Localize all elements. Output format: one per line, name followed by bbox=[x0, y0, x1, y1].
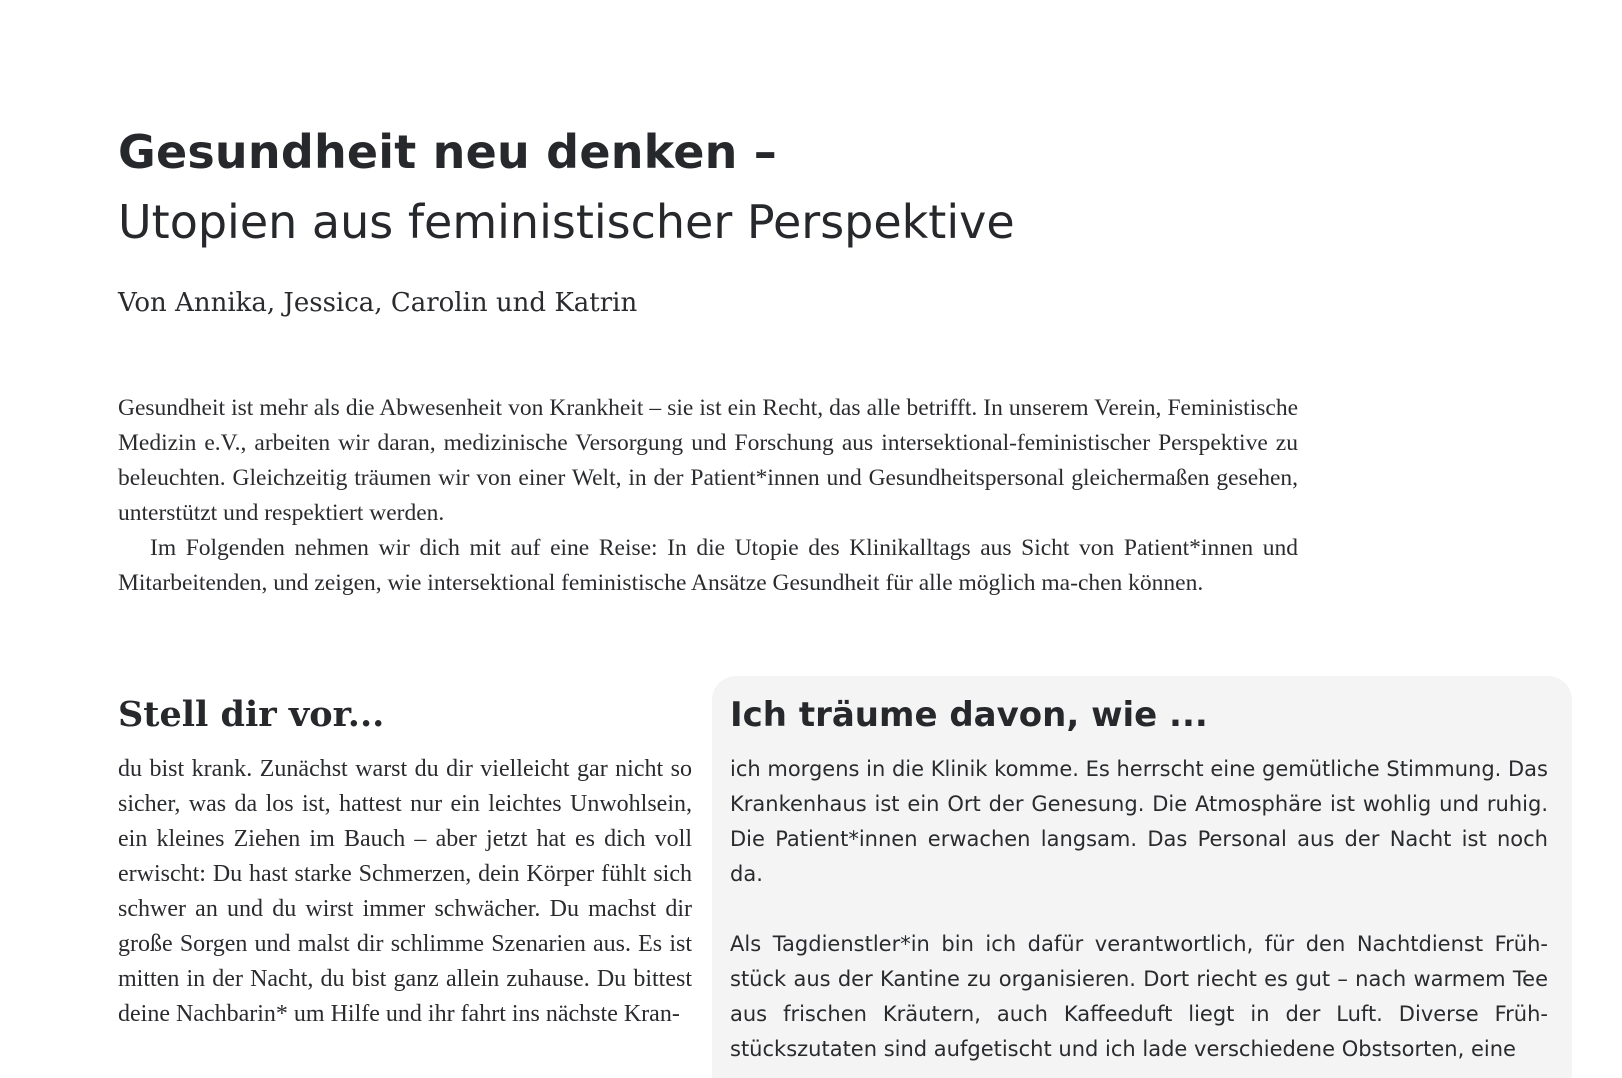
highlight-box-paragraph: ich morgens in die Klinik komme. Es herrscht eine gemütliche Stimmung. Das Krankenhaus ist ein Ort der Genesung. Die Atmosphäre ist wohlig und ruhig. Die Patient*innen erwachen langsam. Das Personal aus der Nacht ist noch da. bbox=[730, 757, 1548, 886]
article-subtitle: Utopien aus feministischer Perspektive bbox=[118, 195, 1015, 249]
article-title: Gesundheit neu denken – bbox=[118, 125, 777, 179]
highlight-box bbox=[712, 676, 1572, 1078]
highlight-box-heading: Ich träume davon, wie ... bbox=[730, 695, 1208, 735]
left-column-heading: Stell dir vor... bbox=[118, 694, 385, 735]
author-byline: Von Annika, Jessica, Carolin und Katrin bbox=[118, 288, 638, 318]
highlight-box-paragraph: Als Tagdienstler*in bin ich dafür verantwortlich, für den Nachtdienst Früh-stück aus der Kantine zu organisieren. Dort riecht es gut – nach warmem Tee aus frischen Kräutern, auch Kaffeeduft liegt in der Luft. Diverse Früh-stückszutaten sind aufgetischt und ich lade verschiedene Obstsorten, eine bbox=[730, 932, 1548, 1061]
left-column bbox=[118, 690, 692, 1032]
highlight-box-content bbox=[730, 690, 1548, 1067]
intro-paragraph: Gesundheit ist mehr als die Abwesenheit von Krankheit – sie ist ein Recht, das alle betrifft. In unserem Verein, Feministische Medizin e.V., arbeiten wir daran, medizinische Versorgung und Forschung aus intersektional-feministischer Perspektive zu beleuchten. Gleichzeitig träumen wir von einer Welt, in der Patient*innen und Gesundheitspersonal gleichermaßen gesehen, unterstützt und respektiert werden. bbox=[118, 395, 1298, 526]
left-column-body: du bist krank. Zunächst warst du dir vielleicht gar nicht so sicher, was da los ist, hattest nur ein leichtes Unwohlsein, ein kleines Ziehen im Bauch – aber jetzt hat es dich voll erwischt: Du hast starke Schmerzen, dein Körper fühlt sich schwer an und du wirst immer schwächer. Du machst dir große Sorgen und malst dir schlimme Szenarien aus. Es ist mitten in der Nacht, du bist ganz allein zuhause. Du bittest deine Nachbarin* um Hilfe und ihr fahrt ins nächste Kran- bbox=[118, 756, 692, 1027]
intro-text bbox=[118, 391, 1298, 601]
intro-paragraph: Im Folgenden nehmen wir dich mit auf eine Reise: In die Utopie des Klinikalltags aus Sicht von Patient*innen und Mitarbeitenden, und zeigen, wie intersektional feministische Ansätze Gesundheit für alle möglich ma-chen können. bbox=[118, 535, 1298, 596]
